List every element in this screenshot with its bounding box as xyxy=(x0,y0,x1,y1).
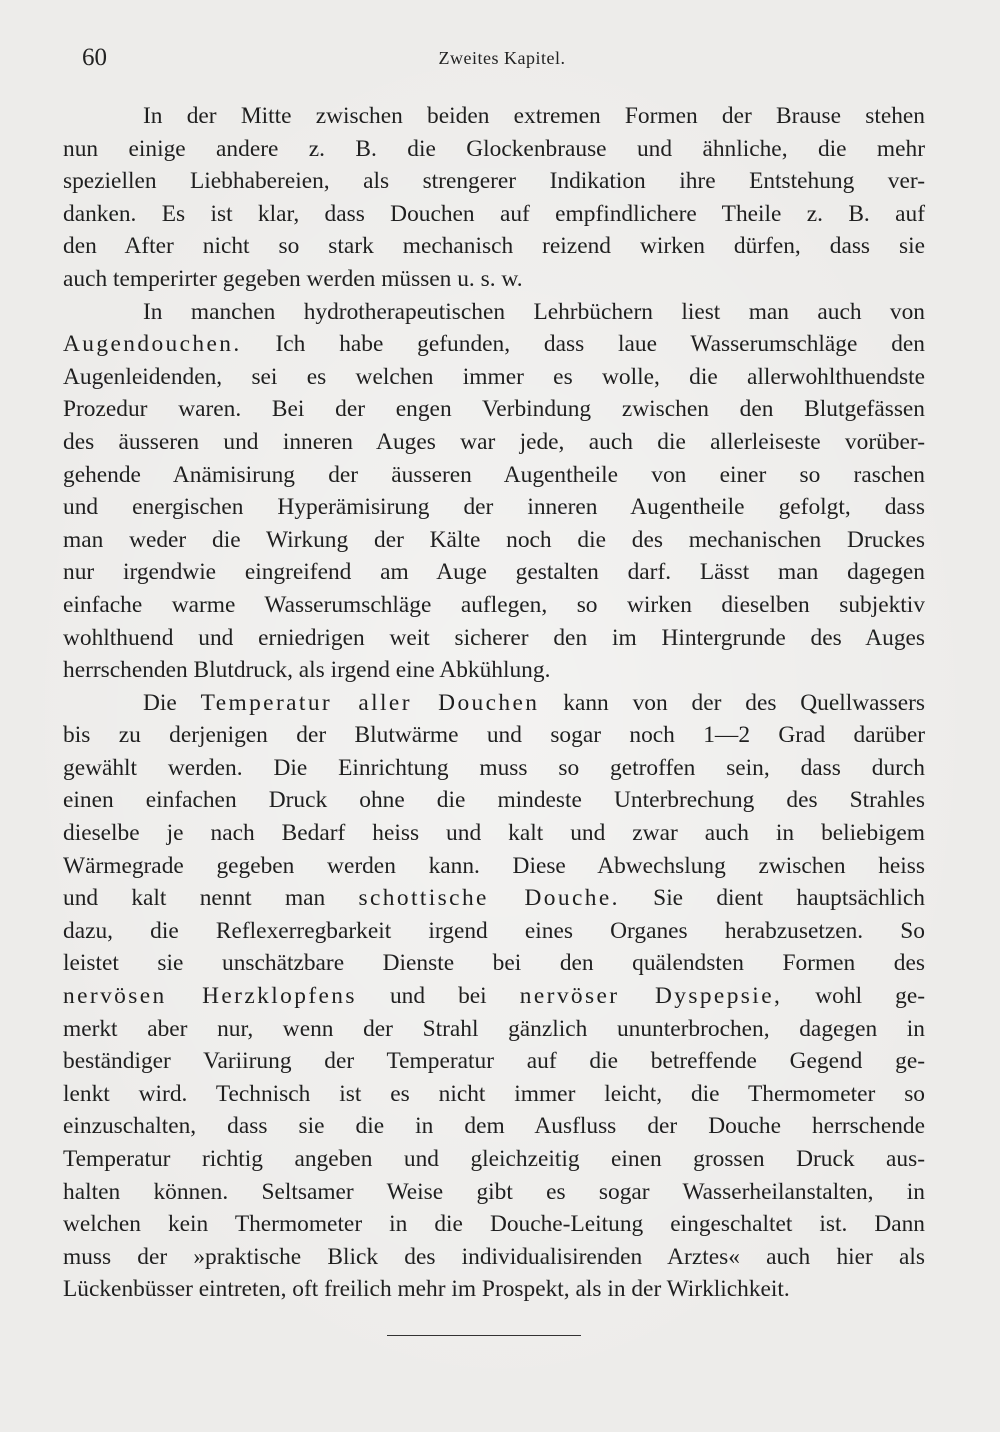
text-run: merkt aber nur, wenn der Strahl gänzlich ununterbrochen, dagegen in xyxy=(63,1015,925,1042)
paragraph xyxy=(63,100,925,296)
text-run: herrschenden Blutdruck, als irgend eine Abkühlung. xyxy=(63,657,551,684)
text-line xyxy=(63,556,925,589)
spaced-emphasis-text: schottische Douche. xyxy=(358,885,620,912)
text-line xyxy=(63,719,925,752)
text-run: dieselbe je nach Bedarf heiss und kalt und zwar auch in beliebigem xyxy=(63,820,925,847)
text-line xyxy=(63,947,925,980)
text-run: einen einfachen Druck ohne die mindeste Unterbrechung des Strahles xyxy=(63,787,925,814)
text-run: und energischen Hyperämisirung der inneren Augentheile gefolgt, dass xyxy=(63,494,925,521)
text-line xyxy=(63,133,925,166)
text-line xyxy=(63,1208,925,1241)
text-line xyxy=(63,622,925,655)
text-line xyxy=(63,654,925,687)
text-run: Prozedur waren. Bei der engen Verbindung zwischen den Blutgefässen xyxy=(63,396,925,423)
text-line xyxy=(63,361,925,394)
text-line xyxy=(63,459,925,492)
text-run: Wärmegrade gegeben werden kann. Diese Abwechslung zwischen heiss xyxy=(63,852,925,879)
page-number: 60 xyxy=(82,44,107,71)
text-run: Augenleidenden, sei es welchen immer es wolle, die allerwohlthuendste xyxy=(63,363,925,390)
text-run: kann von der des Quellwassers xyxy=(539,689,926,716)
text-run: wohlthuend und erniedrigen weit sicherer den im Hintergrunde des Auges xyxy=(63,624,925,651)
text-run: den After nicht so stark mechanisch reizend wirken dürfen, dass sie xyxy=(63,233,925,260)
text-line xyxy=(63,1176,925,1209)
text-run: welchen kein Thermometer in die Douche-Leitung eingeschaltet ist. Dann xyxy=(63,1211,925,1238)
text-run: des äusseren und inneren Auges war jede, auch die allerleiseste vorüber- xyxy=(63,428,925,455)
text-run: nun einige andere z. B. die Glockenbrause und ähnliche, die mehr xyxy=(63,135,925,162)
text-run: und bei xyxy=(356,983,520,1010)
text-run: und kalt nennt man xyxy=(63,885,359,912)
text-run: nur irgendwie eingreifend am Auge gestalten darf. Lässt man dagegen xyxy=(63,559,925,586)
text-line xyxy=(63,393,925,426)
text-line xyxy=(63,165,925,198)
text-run: Sie dient hauptsächlich xyxy=(619,885,925,912)
text-run: halten können. Seltsamer Weise gibt es sogar Wasserheilanstalten, in xyxy=(63,1178,925,1205)
text-run: danken. Es ist klar, dass Douchen auf empfindlichere Theile z. B. auf xyxy=(63,200,925,227)
running-head: Zweites Kapitel. xyxy=(438,48,566,68)
text-run: dazu, die Reflexerregbarkeit irgend eines Organes herabzusetzen. So xyxy=(63,917,925,944)
text-run: Ich habe gefunden, dass laue Wasserumschläge den xyxy=(241,331,925,358)
text-line xyxy=(63,328,925,361)
text-line xyxy=(63,1273,925,1306)
text-run: gehende Anämisirung der äusseren Augentheile von einer so raschen xyxy=(63,461,925,488)
text-line xyxy=(63,1143,925,1176)
text-line xyxy=(63,752,925,785)
body-text xyxy=(63,100,925,1306)
text-line xyxy=(63,589,925,622)
text-run: beständiger Variirung der Temperatur auf die betreffende Gegend ge- xyxy=(63,1048,925,1075)
text-line xyxy=(63,296,925,329)
text-run: Temperatur richtig angeben und gleichzeitig einen grossen Druck aus- xyxy=(63,1146,925,1172)
text-run: einfache warme Wasserumschläge auflegen, so wirken dieselben subjektiv xyxy=(63,591,925,618)
spaced-emphasis-text: nervösen Herzklopfens xyxy=(63,983,357,1010)
text-run: lenkt wird. Technisch ist es nicht immer leicht, die Thermometer so xyxy=(63,1080,925,1107)
text-line xyxy=(63,687,925,720)
text-line xyxy=(63,980,925,1013)
text-line xyxy=(63,524,925,557)
text-run: In manchen hydrotherapeutischen Lehrbüchern liest man auch von xyxy=(143,298,925,325)
text-line xyxy=(63,426,925,459)
text-run: speziellen Liebhabereien, als strengerer Indikation ihre Entstehung ver- xyxy=(63,168,925,195)
text-run: gewählt werden. Die Einrichtung muss so getroffen sein, dass durch xyxy=(63,754,925,781)
text-line xyxy=(63,230,925,263)
text-run: wohl ge- xyxy=(782,983,925,1010)
text-run: auch temperirter gegeben werden müssen u. s. w. xyxy=(63,265,523,292)
text-run: muss der »praktische Blick des individualisirenden Arztes« auch hier als xyxy=(63,1243,925,1270)
paragraph xyxy=(63,296,925,687)
text-run: einzuschalten, dass sie die in dem Ausfluss der Douche herrschende xyxy=(63,1113,925,1140)
spaced-emphasis-text: Temperatur aller Douchen xyxy=(200,689,540,716)
text-line xyxy=(63,882,925,915)
text-line xyxy=(63,915,925,948)
paragraph xyxy=(63,687,925,1306)
text-line xyxy=(63,1045,925,1078)
page-header xyxy=(82,44,922,80)
text-run: man weder die Wirkung der Kälte noch die des mechanischen Druckes xyxy=(63,526,925,553)
text-line xyxy=(63,1110,925,1143)
section-divider-rule xyxy=(387,1335,581,1336)
text-run: leistet sie unschätzbare Dienste bei den quälendsten Formen des xyxy=(63,950,925,977)
text-run: In der Mitte zwischen beiden extremen Formen der Brause stehen xyxy=(143,103,925,129)
text-line xyxy=(63,1013,925,1046)
text-line xyxy=(63,784,925,817)
text-line xyxy=(63,1241,925,1274)
text-line xyxy=(63,850,925,883)
text-line xyxy=(63,100,925,133)
text-run: Die xyxy=(143,689,201,716)
text-line xyxy=(63,1078,925,1111)
spaced-emphasis-text: Augendouchen. xyxy=(63,331,242,358)
text-line xyxy=(63,491,925,524)
text-line xyxy=(63,198,925,231)
text-run: Lückenbüsser eintreten, oft freilich mehr im Prospekt, als in der Wirklichkeit. xyxy=(63,1276,790,1303)
text-line xyxy=(63,817,925,850)
text-run: bis zu derjenigen der Blutwärme und sogar noch 1—2 Grad darüber xyxy=(63,722,925,749)
spaced-emphasis-text: nervöser Dyspepsie, xyxy=(519,983,783,1010)
text-line xyxy=(63,263,925,296)
